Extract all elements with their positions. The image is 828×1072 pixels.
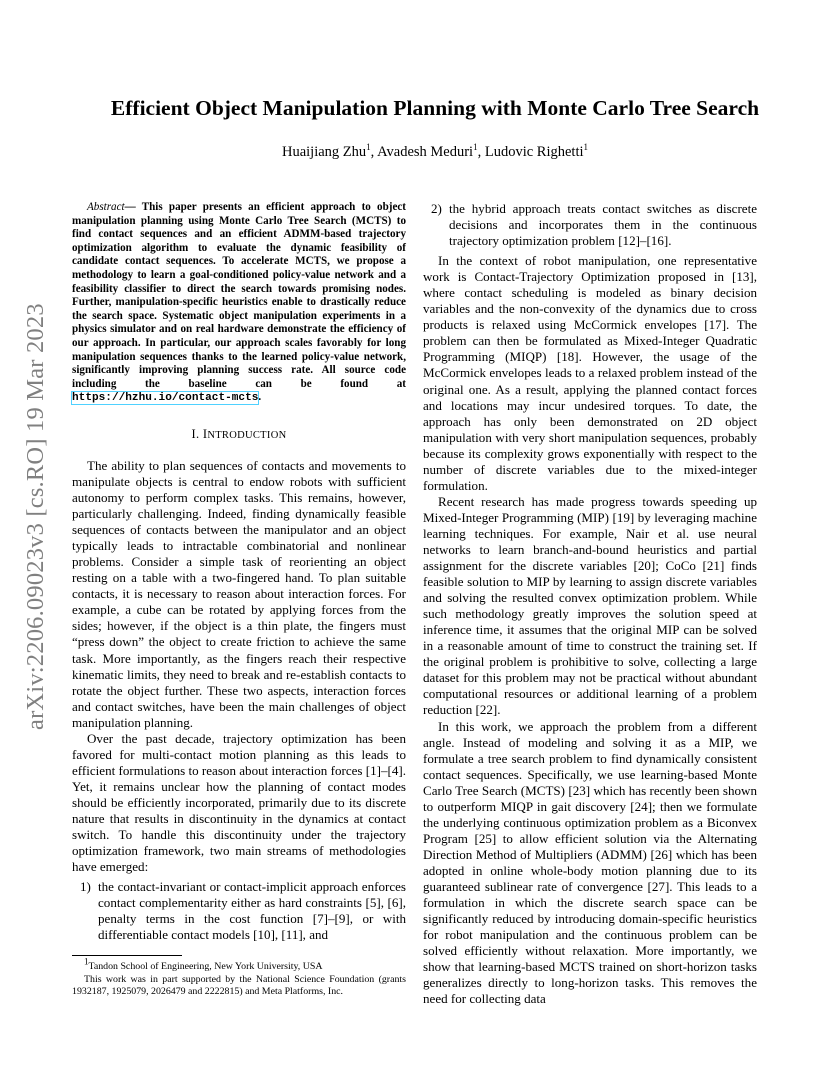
paragraph: Recent research has made progress towards speeding up Mixed-Integer Programming (MIP) [19] by leveraging machine learning techniques. For example, Nair et al. use neural networks to learn branch-and-bound heuristics and partial assignment for the discrete variables [20]; CoCo [21] finds feasible solution to MIP by learning to assign discrete variables and solving the resulted convex optimization problem. While such methodology greatly improves the solution speed at inference time, it assumes that the original MIP can be solved in a reasonable amount of time to construct the training set. If the original problem is prohibitive to solve, collecting a large dataset for this problem may not be practical without abundant computational resources or additional learning of a problem reduction [22]. <box>423 493 757 718</box>
author-name: Ludovic Righetti <box>484 144 584 160</box>
paragraph: The ability to plan sequences of contacts and movements to manipulate objects is central to endow robots with sufficient autonomy to perform complex tasks. This remains, however, particularly challenging. Indeed, finding dynamically feasible sequences of contacts between the manipulator and an object typically leads to intractable combinatorial and nonlinear problems. Consider a simple task of reorienting an object resting on a table with a two-fingered hand. To plan suitable contacts, it is necessary to reason about interaction forces. For example, a cube can be rotated by applying forces from the sides; however, if the object is a thin plate, the fingers must “press down” the object to create friction to achieve the same task. More importantly, as the fingers reach their respective kinematic limits, they need to break and re-establish contacts to rotate the object further. These two aspects, interaction forces and contact switches, have been the main challenges of object manipulation planning. <box>72 457 406 730</box>
footnote <box>72 956 406 974</box>
footnote-mark: 1 <box>84 956 89 967</box>
abstract <box>72 201 406 406</box>
source-code-link[interactable]: https://hzhu.io/contact-mcts <box>72 392 259 405</box>
list-number: 1) <box>80 879 91 895</box>
list-item <box>423 201 757 249</box>
paragraph: In this work, we approach the problem from a different angle. Instead of modeling and solving it as a MIP, we formulate a tree search problem to find dynamically consistent contact sequences. Specifically, we use learning-based Monte Carlo Tree Search (MCTS) [23] which has recently been shown to outperform MIQP in gait discovery [24]; then we formulate the underlying continuous optimization problem as a Biconvex Program [25] to allow efficient solution via the Alternating Direction Method of Multipliers (ADMM) [26] which has been adopted in online whole-body motion planning due to its guaranteed sublinear rate of convergence [27]. This leads to a formulation in which the discrete search space can be significantly reduced by introducing domain-specific heuristics for robot manipulation and the continuous problem can be solved efficiently without relaxation. More importantly, we show that learning-based MCTS trained on short-horizon tasks generalizes directly to long-horizon tasks. This removes the need for collecting data <box>423 718 757 1007</box>
list-item <box>72 879 406 943</box>
footnotes <box>72 955 406 999</box>
section-heading-introduction <box>72 426 406 444</box>
paper-title: Efficient Object Manipulation Planning with Monte Carlo Tree Search <box>110 96 760 120</box>
section-number: I. <box>191 426 203 441</box>
right-column <box>423 201 757 1007</box>
affiliation-mark: 1 <box>473 142 478 153</box>
abstract-end: . <box>258 391 262 404</box>
author-line: Huaijiang Zhu$^1$, Avadesh Meduri$^1$, Ludovic Righetti$^1$ <box>281 142 589 160</box>
paragraph: In the context of robot manipulation, one representative work is Contact-Trajectory Optimization proposed in [13], where contact scheduling is modeled as binary decision variables and the non-convexity of the dynamics due to cross products is relaxed using McCormick envelopes [17]. The problem can then be formulated as Mixed-Integer Quadratic Programming (MIQP) [18]. However, the usage of the McCormick envelopes leads to a relaxed problem instead of the original one. As a result, applying the planned contact forces and locations may incur undesired torques. To date, the approach has only been demonstrated on 2D object manipulation with very short manipulation sequences, probably because its complexity grows exponentially with respect to the number of discrete variables due to the mixed-integer formulation. <box>423 253 757 493</box>
abstract-lead: Abstract <box>87 201 125 213</box>
list-number: 2) <box>431 201 442 216</box>
section-title-rest: NTRODUCTION <box>207 429 287 441</box>
list-text: the hybrid approach treats contact switches as discrete decisions and incorporates them in the continuous trajectory optimization problem [12]–[16]. <box>449 201 757 249</box>
footnote <box>72 974 406 999</box>
affiliation-mark: 1 <box>366 142 371 153</box>
affiliation-mark: 1 <box>583 142 589 153</box>
methodology-list-continued <box>423 201 757 249</box>
methodology-list <box>72 879 406 943</box>
section-initial: I <box>202 426 208 441</box>
author-name: Avadesh Meduri <box>377 144 474 160</box>
list-text: the contact-invariant or contact-implicit approach enforces contact complementarity either as hard constraints [5], [6], penalty terms in the cost function [7]–[9], or with differentiable contact models [10], [11], and <box>98 879 406 943</box>
footnote-text: Tandon School of Engineering, New York University, USA <box>88 961 323 972</box>
abstract-body: This paper presents an efficient approach to object manipulation planning using Monte Carlo Tree Search (MCTS) to find contact sequences and an efficient ADMM-based trajectory optimization algorithm to evaluate the dynamic feasibility of candidate contact sequences. To accelerate MCTS, we propose a methodology to learn a goal-conditioned policy-value network and a feasibility classifier to direct the search towards promising nodes. Further, manipulation-specific heuristics enable to drastically reduce the search space. Systematic object manipulation experiments in a physics simulator and on real hardware demonstrate the efficiency of our approach. In particular, our approach scales favorably for long manipulation sequences thanks to the learned policy-value network, significantly improving planning success rate. All source code including the baseline can be found at <box>72 201 407 390</box>
author-name: Huaijiang Zhu <box>281 144 367 160</box>
arxiv-identifier-stamp: arXiv:2206.09023v3 [cs.RO] 19 Mar 2023 <box>22 303 49 730</box>
footnote-rule <box>72 955 182 956</box>
paragraph: Over the past decade, trajectory optimization has been favored for multi-contact motion planning as this leads to efficient formulations to reason about interaction forces [1]–[4]. Yet, it remains unclear how the planning of contact modes should be efficiently incorporated, primarily due to its discrete nature that results in discontinuity in the dynamics at contact switch. To handle this discontinuity under the trajectory optimization framework, two main streams of methodologies have emerged: <box>72 730 406 875</box>
abstract-dash: — <box>124 201 142 213</box>
footnote-text: This work was in part supported by the National Science Foundation (grants 1932187, 1925079, 2026479 and 2222815) and Meta Platforms, Inc. <box>72 973 406 998</box>
left-column <box>72 201 406 947</box>
